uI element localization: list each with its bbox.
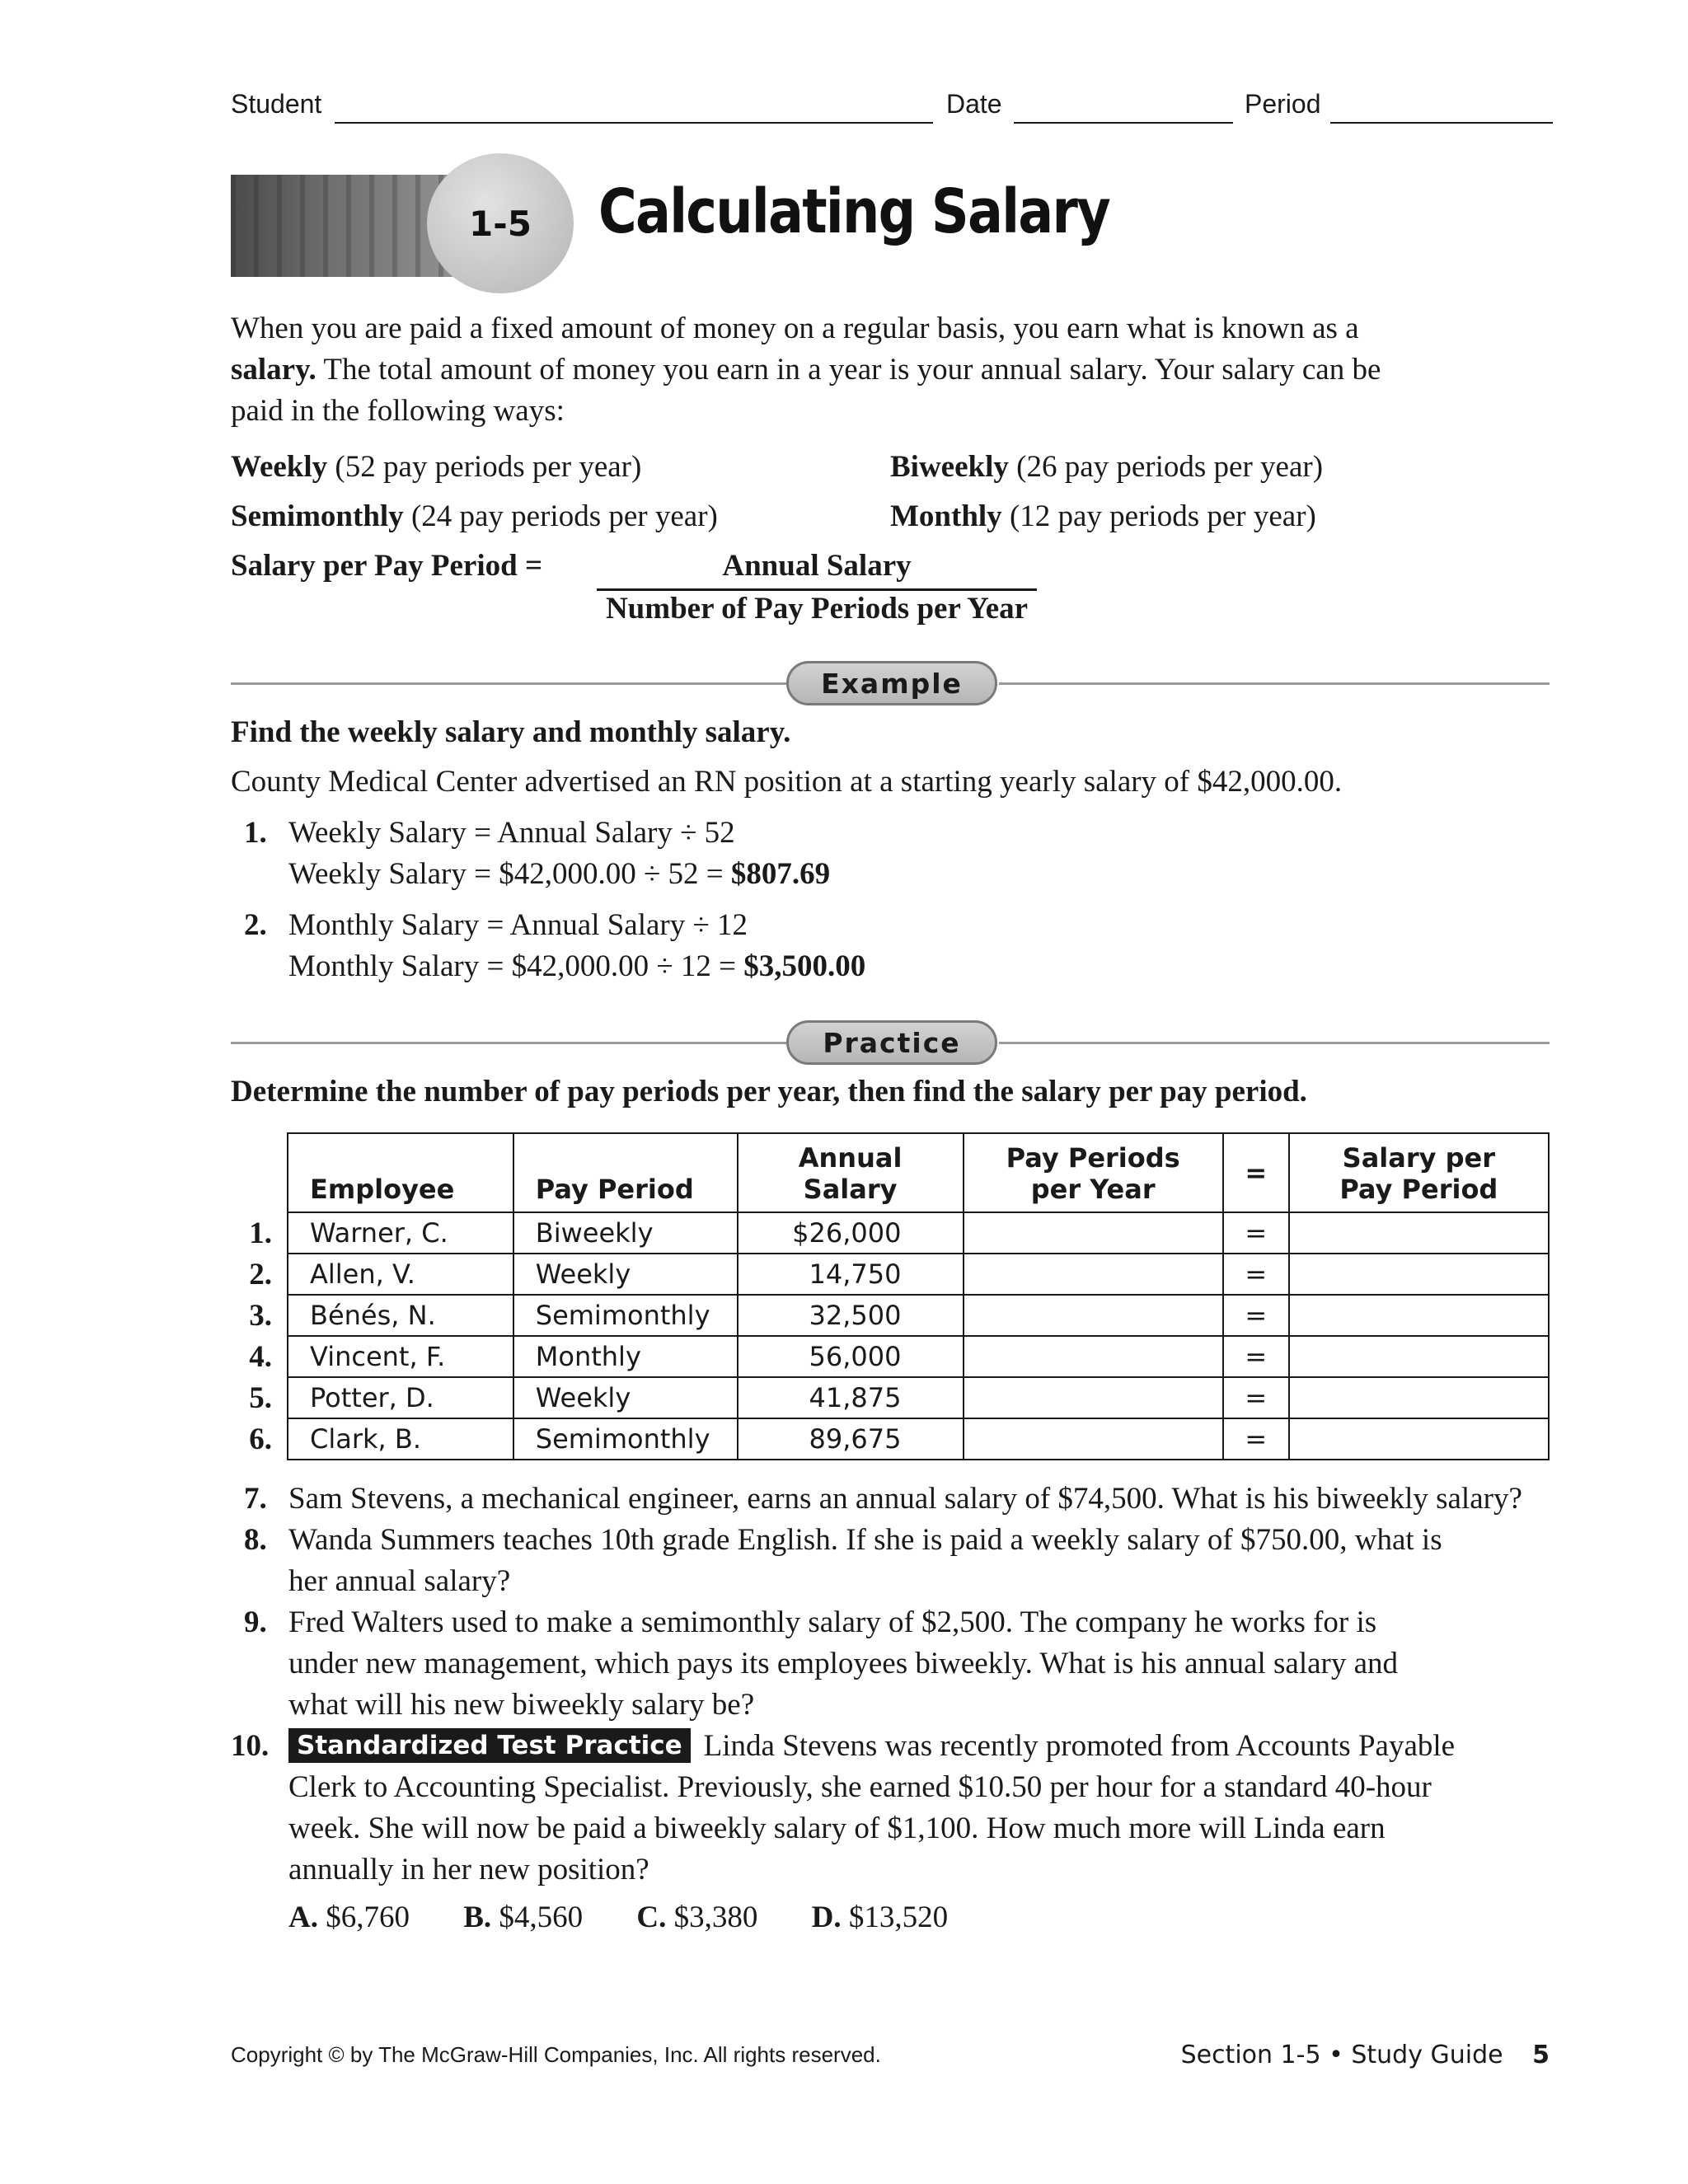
cell-pay-period: Weekly	[513, 1254, 738, 1295]
section-label: Section 1-5 • Study Guide	[1180, 2041, 1503, 2069]
table-row	[288, 1418, 1549, 1460]
choice-d[interactable]: D. $13,520	[811, 1900, 949, 1934]
table-row	[288, 1295, 1549, 1336]
date-blank[interactable]	[1014, 122, 1233, 124]
page-footer	[1181, 2041, 1550, 2069]
example-answer-monthly: $3,500.00	[743, 949, 866, 983]
col-employee: Employee	[288, 1133, 513, 1212]
cell-pay-periods-answer[interactable]	[964, 1377, 1223, 1418]
example-step-2: 2. Monthly Salary = Annual Salary ÷ 12 Monthly Salary = $42,000.00 ÷ 12 = $3,500.00	[244, 908, 866, 983]
pay-type-weekly: Weekly (52 pay periods per year)	[231, 450, 642, 484]
cell-employee: Bénés, N.	[288, 1295, 513, 1336]
cell-pay-period: Semimonthly	[513, 1418, 738, 1460]
table-row-number: 2.	[249, 1258, 272, 1291]
pay-type-monthly: Monthly (12 pay periods per year)	[890, 499, 1316, 533]
cell-salary-answer[interactable]	[1289, 1254, 1549, 1295]
answer-choices	[231, 1897, 1550, 1938]
example-answer-weekly: $807.69	[730, 857, 831, 891]
student-label: Student	[231, 89, 322, 119]
formula-label: Salary per Pay Period =	[231, 549, 543, 583]
cell-annual-salary: $26,000	[738, 1212, 964, 1254]
cell-equals: =	[1223, 1418, 1289, 1460]
table-row	[288, 1254, 1549, 1295]
cell-annual-salary: 89,675	[738, 1418, 964, 1460]
cell-pay-period: Monthly	[513, 1336, 738, 1377]
cell-annual-salary: 14,750	[738, 1254, 964, 1295]
cell-pay-period: Weekly	[513, 1377, 738, 1418]
practice-heading: Determine the number of pay periods per year, then find the salary per pay period.	[231, 1075, 1307, 1108]
name-date-period-header	[231, 89, 1553, 129]
date-label: Date	[946, 89, 1002, 119]
example-pill: Example	[786, 661, 997, 705]
problem-7: 7. Sam Stevens, a mechanical engineer, earns an annual salary of $74,500. What is his biweekly salary?	[244, 1482, 1522, 1516]
intro-paragraph	[231, 308, 1550, 432]
intro-line-1: When you are paid a fixed amount of money on a regular basis, you earn what is known as a	[231, 312, 1359, 345]
cell-salary-answer[interactable]	[1289, 1295, 1549, 1336]
pay-type-biweekly: Biweekly (26 pay periods per year)	[890, 450, 1324, 484]
example-heading: Find the weekly salary and monthly salary.	[231, 715, 791, 749]
problem-9: 9. Fred Walters used to make a semimonthly salary of $2,500. The company he works for is under new management, which pays its employees biweekly. What is his annual salary and what will his new biweekly salary be?	[244, 1605, 1399, 1722]
cell-employee: Vincent, F.	[288, 1336, 513, 1377]
col-annual-salary: Annual Salary	[738, 1133, 964, 1212]
intro-line-2: salary. The total amount of money you earn in a year is your annual salary. Your salary can be	[231, 353, 1381, 387]
cell-pay-periods-answer[interactable]	[964, 1336, 1223, 1377]
problem-8: 8. Wanda Summers teaches 10th grade English. If she is paid a weekly salary of $750.00, what is her annual salary?	[244, 1523, 1442, 1598]
cell-equals: =	[1223, 1254, 1289, 1295]
cell-equals: =	[1223, 1212, 1289, 1254]
period-label: Period	[1245, 89, 1321, 119]
table-row-number: 4.	[249, 1340, 272, 1374]
table-row	[288, 1377, 1549, 1418]
col-pay-periods-per-year: Pay Periods per Year	[964, 1133, 1223, 1212]
cell-salary-answer[interactable]	[1289, 1212, 1549, 1254]
cell-employee: Clark, B.	[288, 1418, 513, 1460]
intro-line-3: paid in the following ways:	[231, 394, 565, 428]
cell-pay-periods-answer[interactable]	[964, 1418, 1223, 1460]
example-rule-right	[999, 682, 1550, 685]
period-blank[interactable]	[1330, 122, 1553, 124]
pay-type-semimonthly: Semimonthly (24 pay periods per year)	[231, 499, 718, 533]
cell-pay-periods-answer[interactable]	[964, 1254, 1223, 1295]
cell-equals: =	[1223, 1377, 1289, 1418]
page-title: Calculating Salary	[598, 176, 1109, 247]
table-header-row	[288, 1133, 1549, 1212]
cell-pay-period: Semimonthly	[513, 1295, 738, 1336]
table-row-number: 5.	[249, 1381, 272, 1415]
cell-salary-answer[interactable]	[1289, 1336, 1549, 1377]
example-step-1: 1. Weekly Salary = Annual Salary ÷ 52 Weekly Salary = $42,000.00 ÷ 52 = $807.69	[244, 816, 831, 891]
col-equals: =	[1223, 1133, 1289, 1212]
table-row	[288, 1212, 1549, 1254]
practice-table	[287, 1132, 1550, 1460]
cell-pay-periods-answer[interactable]	[964, 1212, 1223, 1254]
cell-salary-answer[interactable]	[1289, 1418, 1549, 1460]
cell-annual-salary: 32,500	[738, 1295, 964, 1336]
table-row	[288, 1336, 1549, 1377]
choice-a[interactable]: A. $6,760	[288, 1900, 410, 1934]
cell-equals: =	[1223, 1336, 1289, 1377]
table-row-number: 3.	[249, 1299, 272, 1333]
formula-denominator: Number of Pay Periods per Year	[605, 592, 1029, 626]
student-blank[interactable]	[335, 122, 933, 124]
cell-annual-salary: 41,875	[738, 1377, 964, 1418]
cell-pay-periods-answer[interactable]	[964, 1295, 1223, 1336]
example-rule-left	[231, 682, 786, 685]
cell-pay-period: Biweekly	[513, 1212, 738, 1254]
practice-rule-right	[999, 1042, 1550, 1044]
standardized-test-practice-tag: Standardized Test Practice	[288, 1728, 691, 1763]
cell-employee: Allen, V.	[288, 1254, 513, 1295]
practice-rule-left	[231, 1042, 786, 1044]
cell-employee: Warner, C.	[288, 1212, 513, 1254]
col-salary-per-pay-period: Salary per Pay Period	[1289, 1133, 1549, 1212]
cell-employee: Potter, D.	[288, 1377, 513, 1418]
cell-equals: =	[1223, 1295, 1289, 1336]
problem-10: 10. Standardized Test Practice Linda Stevens was recently promoted from Accounts Payable Clerk to Accounting Specialist. Previously, she earned $10.50 per hour for a standard 40-hour week. She will now be paid a biweekly salary of $1,100. How much more will Linda earn annually in her new position? A. $6,760 B. $4,560 C. $3,380 D. $13,520	[231, 1726, 1550, 1938]
cell-salary-answer[interactable]	[1289, 1377, 1549, 1418]
cell-annual-salary: 56,000	[738, 1336, 964, 1377]
copyright-notice: Copyright © by The McGraw-Hill Companies, Inc. All rights reserved.	[231, 2042, 881, 2067]
col-pay-period: Pay Period	[513, 1133, 738, 1212]
lesson-number-badge: 1-5	[427, 153, 574, 293]
choice-b[interactable]: B. $4,560	[463, 1900, 584, 1934]
page-number: 5	[1532, 2041, 1550, 2069]
practice-pill: Practice	[786, 1020, 997, 1065]
choice-c[interactable]: C. $3,380	[636, 1900, 758, 1934]
table-row-number: 6.	[249, 1422, 272, 1456]
formula-numerator: Annual Salary	[722, 549, 912, 583]
table-row-number: 1.	[249, 1216, 272, 1250]
example-statement: County Medical Center advertised an RN position at a starting yearly salary of $42,000.00.	[231, 765, 1343, 799]
